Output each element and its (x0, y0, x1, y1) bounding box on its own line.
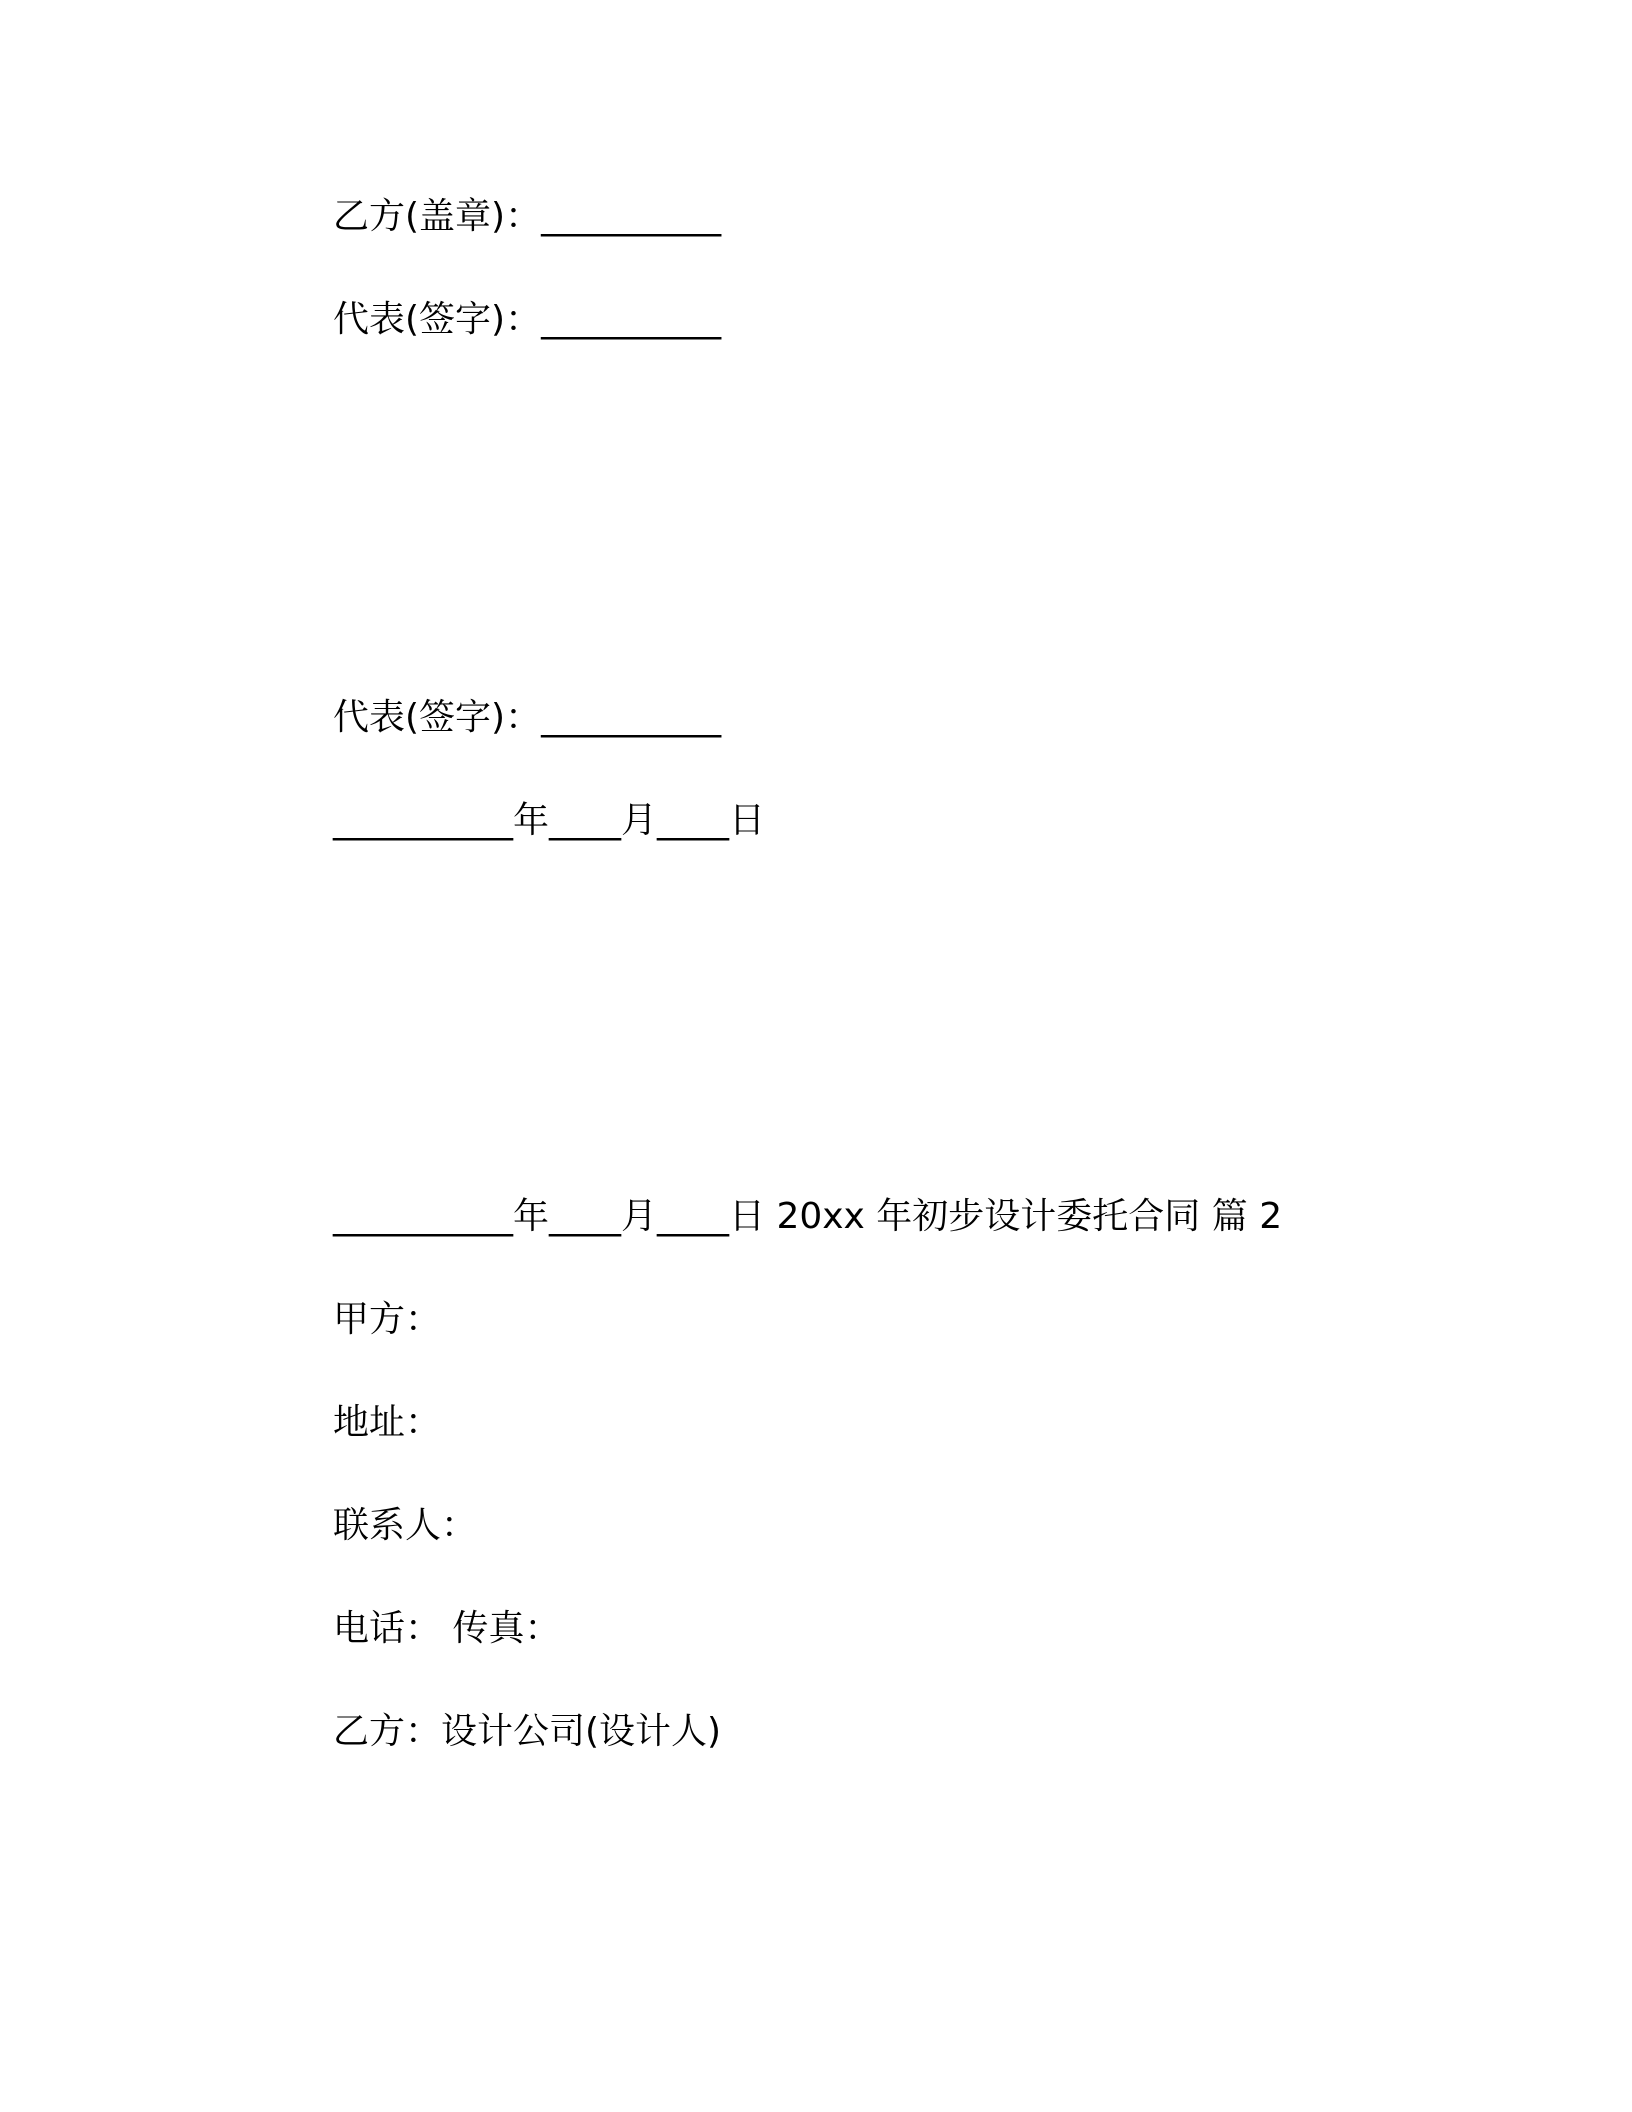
date-and-contract-title-line: __________年____月____日 20xx 年初步设计委托合同 篇 2 (333, 1196, 1283, 1237)
party-b-line: 乙方：设计公司(设计人) (333, 1711, 722, 1752)
contact-person-line: 联系人： (333, 1505, 478, 1546)
representative-signature-line-2: 代表(签字)：__________ (333, 697, 722, 738)
party-b-seal-line: 乙方(盖章)：__________ (333, 196, 722, 237)
representative-signature-line: 代表(签字)：__________ (333, 299, 722, 340)
party-a-line: 甲方： (333, 1299, 442, 1340)
phone-fax-line: 电话： 传真： (333, 1608, 561, 1649)
address-line: 地址： (333, 1402, 442, 1443)
date-line: __________年____月____日 (333, 800, 765, 841)
